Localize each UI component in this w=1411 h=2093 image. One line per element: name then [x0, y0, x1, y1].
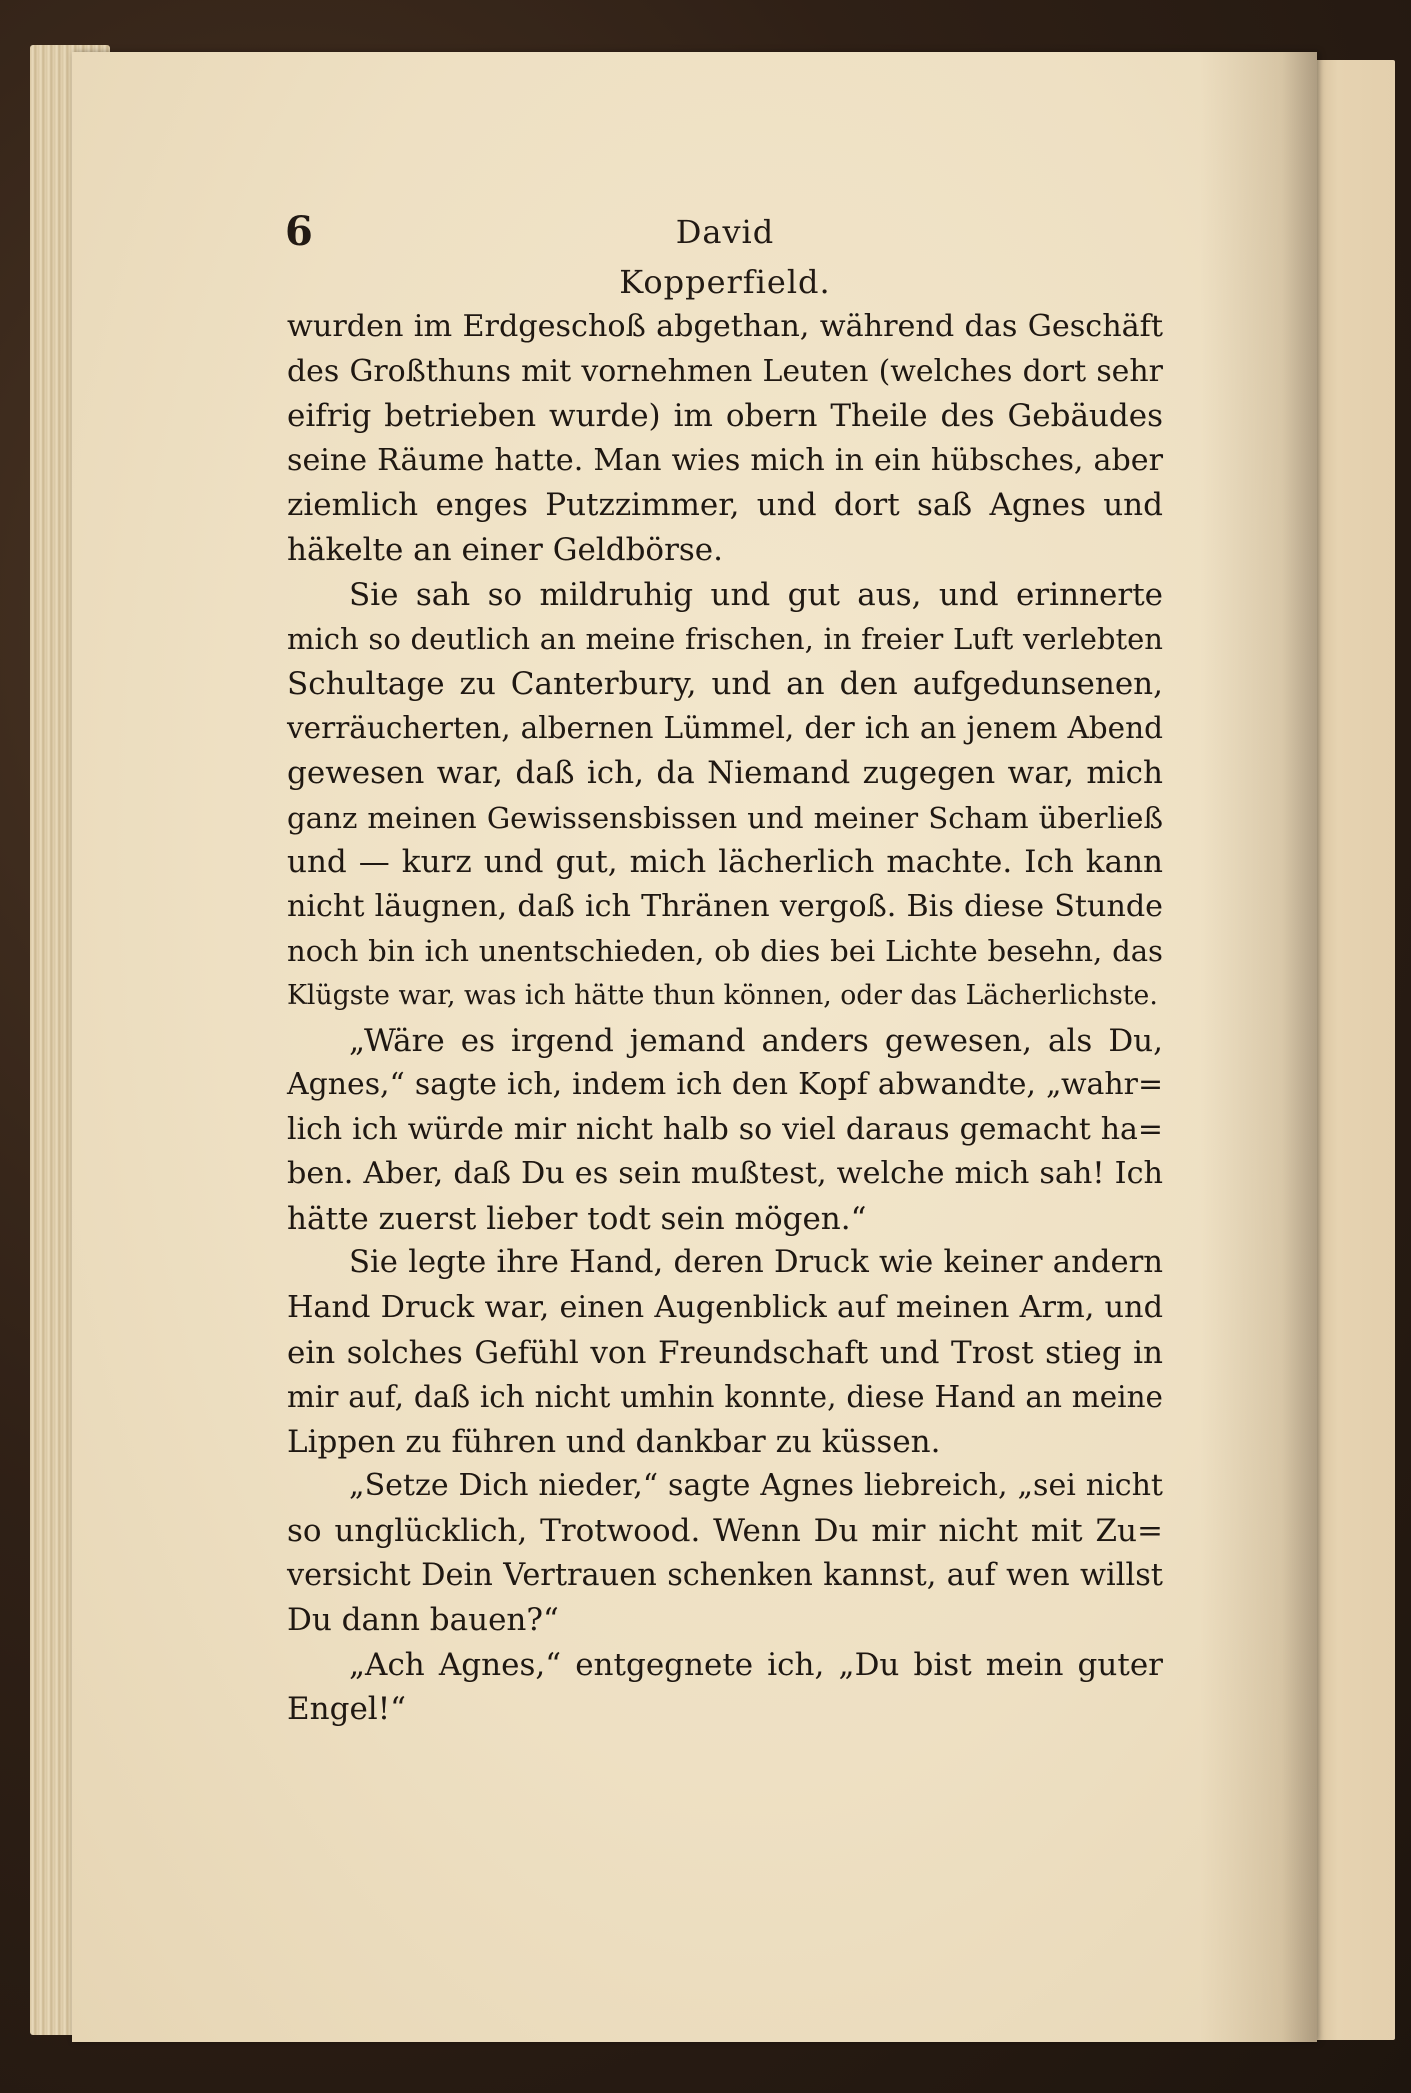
text-line: Schultage zu Canterbury, und an den aufgedunsenen,	[287, 665, 1163, 702]
text-line: ganz meinen Gewissensbissen und meiner Scham überließ	[287, 800, 1163, 835]
text-line: ein solches Gefühl von Freundschaft und Trost stieg in	[287, 1334, 1163, 1371]
text-line: „Wäre es irgend jemand anders gewesen, als Du,	[349, 1022, 1163, 1059]
running-title: David Kopperfield.	[619, 213, 831, 301]
paragraph	[287, 1464, 1163, 1642]
paragraph	[287, 573, 1163, 1019]
text-line: Klügste war, was ich hätte thun können, oder das Lächerlichste.	[287, 979, 1158, 1011]
text-line: Sie legte ihre Hand, deren Druck wie keiner andern	[349, 1245, 1163, 1281]
text-line: versicht Dein Vertrauen schenken kannst, auf wen willst	[287, 1557, 1163, 1593]
text-line: Agnes,“ sagte ich, indem ich den Kopf abwandte, „wahr=	[287, 1067, 1163, 1103]
text-line: eifrig betrieben wurde) im obern Theile des Gebäudes	[287, 398, 1163, 435]
text-line: „Setze Dich nieder,“ sagte Agnes liebreich, „sei nicht	[349, 1468, 1163, 1504]
text-line: wurden im Erdgeschoß abgethan, während das Geschäft	[287, 309, 1163, 344]
page-header	[285, 207, 1165, 301]
text-line: Hand Druck war, einen Augenblick auf meinen Arm, und	[287, 1290, 1163, 1326]
body-text	[287, 305, 1163, 1732]
text-line: gewesen war, daß ich, da Niemand zugegen war, mich	[287, 754, 1163, 791]
text-line: Sie sah so mildruhig und gut aus, und erinnerte	[349, 576, 1163, 613]
text-line: häkelte an einer Geldbörse.	[287, 531, 723, 568]
paragraph	[287, 1643, 1163, 1732]
text-line: seine Räume hatte. Man wies mich in ein hübsches, aber	[287, 442, 1163, 478]
text-line: des Großthuns mit vornehmen Leuten (welches dort sehr	[287, 353, 1163, 389]
gutter-shadow	[1200, 52, 1317, 2042]
page-number: 6	[285, 208, 313, 255]
text-line: ben. Aber, daß Du es sein mußtest, welche mich sah! Ich	[287, 1156, 1163, 1192]
text-line: Lippen zu führen und dankbar zu küssen.	[287, 1423, 941, 1460]
text-line: hätte zuerst lieber todt sein mögen.“	[287, 1200, 867, 1237]
text-line: verräucherten, albernen Lümmel, der ich an jenem Abend	[287, 711, 1163, 746]
text-line: so unglücklich, Trotwood. Wenn Du mir nicht mit Zu=	[287, 1513, 1163, 1550]
paragraph	[287, 1241, 1163, 1464]
text-line: und — kurz und gut, mich lächerlich machte. Ich kann	[287, 844, 1163, 881]
text-line: Engel!“	[287, 1691, 407, 1728]
text-line: mir auf, daß ich nicht umhin konnte, diese Hand an meine	[287, 1380, 1163, 1415]
paragraph	[287, 1019, 1163, 1242]
text-line: lich ich würde mir nicht halb so viel daraus gemacht ha=	[287, 1111, 1163, 1147]
text-line: noch bin ich unentschieden, ob dies bei Lichte besehn, das	[287, 934, 1163, 969]
text-line: ziemlich enges Putzzimmer, und dort saß Agnes und	[287, 487, 1163, 524]
text-line: mich so deutlich an meine frischen, in freier Luft verlebten	[287, 622, 1163, 657]
paragraph	[287, 305, 1163, 573]
text-line: Du dann bauen?“	[287, 1602, 559, 1639]
text-line: „Ach Agnes,“ entgegnete ich, „Du bist mein guter	[349, 1646, 1163, 1683]
text-line: nicht läugnen, daß ich Thränen vergoß. Bis diese Stunde	[287, 888, 1163, 924]
